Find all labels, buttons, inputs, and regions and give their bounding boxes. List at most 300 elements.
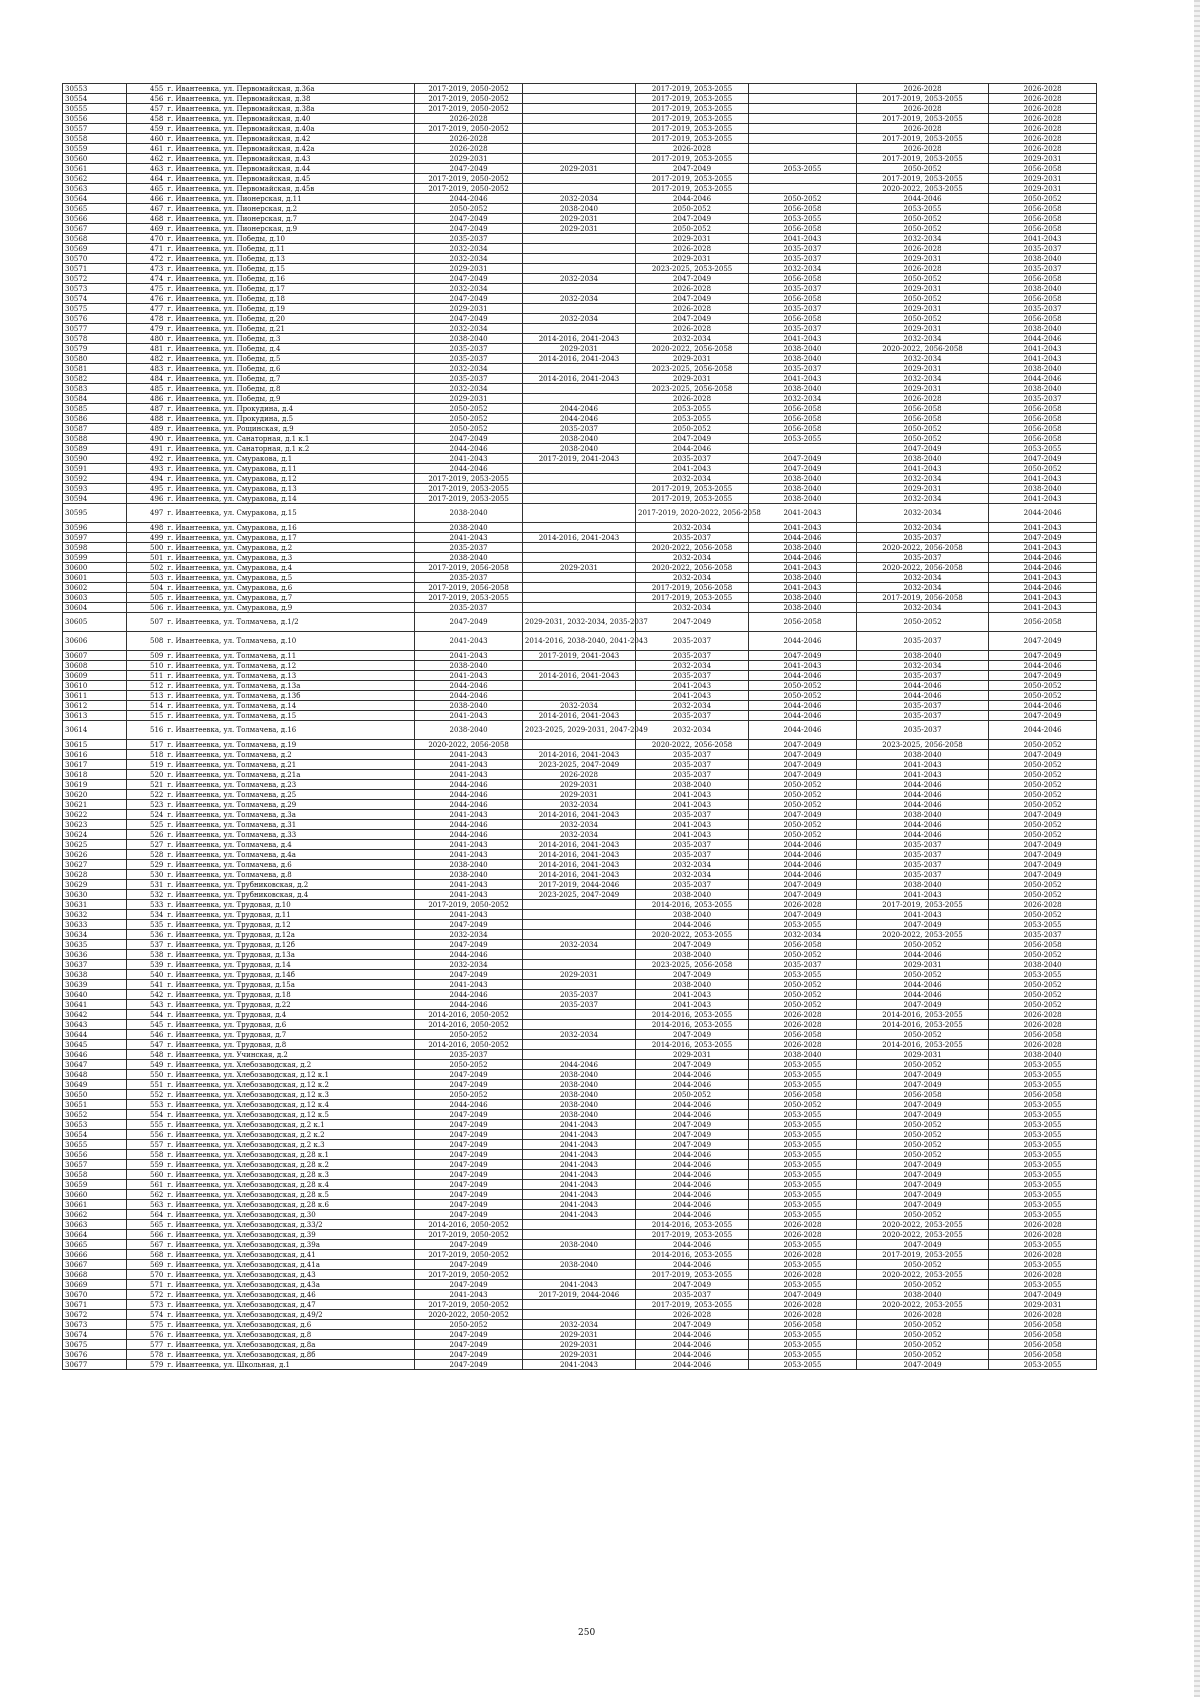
- table-cell: 2020-2022, 2056-2058: [415, 740, 523, 750]
- table-cell: 2038-2040: [522, 1100, 635, 1110]
- table-cell: г. Ивантеевка, ул. Толмачева, д.31: [165, 820, 414, 830]
- table-cell: 2050-2052: [749, 820, 857, 830]
- table-row: [63, 1100, 1097, 1110]
- table-cell: 2044-2046: [636, 1340, 749, 1350]
- table-cell: 2044-2046: [636, 1330, 749, 1340]
- table-cell: г. Ивантеевка, ул. Хлебозаводская, д.49/2: [165, 1310, 414, 1320]
- table-cell: г. Ивантеевка, ул. Пионерская, д.2: [165, 204, 414, 214]
- table-cell: 2041-2043: [989, 234, 1097, 244]
- table-row: [63, 404, 1097, 414]
- table-cell: 2017-2019, 2020-2022, 2056-2058: [636, 504, 749, 523]
- table-cell: 2026-2028: [856, 124, 988, 134]
- table-cell: 2032-2034: [522, 1030, 635, 1040]
- table-cell: 2026-2028: [415, 144, 523, 154]
- table-cell: 2047-2049: [749, 770, 857, 780]
- table-cell: 2041-2043: [856, 910, 988, 920]
- table-cell: 2041-2043: [415, 651, 523, 661]
- table-cell: 2041-2043: [749, 504, 857, 523]
- table-cell: г. Ивантеевка, ул. Толмачева, д.2: [165, 750, 414, 760]
- table-cell: 30655: [63, 1140, 127, 1150]
- table-cell: 2041-2043: [989, 593, 1097, 603]
- table-cell: 2032-2034: [415, 384, 523, 394]
- table-cell: 2041-2043: [415, 890, 523, 900]
- table-row: [63, 573, 1097, 583]
- table-row: [63, 1110, 1097, 1120]
- table-cell: г. Ивантеевка, ул. Толмачева, д.14: [165, 701, 414, 711]
- table-cell: г. Ивантеевка, ул. Смураковa, д.4: [165, 563, 414, 573]
- table-cell: 2053-2055: [989, 1080, 1097, 1090]
- table-cell: [749, 124, 857, 134]
- table-cell: 549: [126, 1060, 165, 1070]
- table-cell: 30607: [63, 651, 127, 661]
- table-cell: 2038-2040: [989, 254, 1097, 264]
- table-cell: 2014-2016, 2041-2043: [522, 840, 635, 850]
- table-cell: 2041-2043: [989, 543, 1097, 553]
- table-cell: 30616: [63, 750, 127, 760]
- table-cell: 2056-2058: [989, 1350, 1097, 1360]
- table-cell: 2041-2043: [415, 880, 523, 890]
- table-cell: г. Ивантеевка, ул. Хлебозаводская, д.8а: [165, 1340, 414, 1350]
- table-cell: [522, 124, 635, 134]
- table-cell: г. Ивантеевка, ул. Победы, д.18: [165, 294, 414, 304]
- table-cell: 2053-2055: [989, 1240, 1097, 1250]
- table-cell: 2035-2037: [749, 324, 857, 334]
- table-cell: 2044-2046: [415, 800, 523, 810]
- table-cell: 30659: [63, 1180, 127, 1190]
- table-cell: 2050-2052: [989, 910, 1097, 920]
- table-cell: 2041-2043: [415, 850, 523, 860]
- table-cell: 2032-2034: [856, 354, 988, 364]
- table-cell: 2044-2046: [522, 404, 635, 414]
- table-cell: 2041-2043: [749, 563, 857, 573]
- table-cell: 563: [126, 1200, 165, 1210]
- table-cell: 475: [126, 284, 165, 294]
- table-row: [63, 394, 1097, 404]
- table-cell: 2017-2019, 2053-2055: [415, 593, 523, 603]
- table-cell: [522, 553, 635, 563]
- table-cell: 2035-2037: [522, 1000, 635, 1010]
- table-cell: 2056-2058: [749, 314, 857, 324]
- table-cell: г. Ивантеевка, ул. Трудовая, д.15а: [165, 980, 414, 990]
- table-cell: 2023-2025, 2056-2058: [636, 384, 749, 394]
- table-cell: 30641: [63, 1000, 127, 1010]
- table-cell: 2044-2046: [856, 681, 988, 691]
- table-cell: 2026-2028: [989, 1250, 1097, 1260]
- table-cell: 2035-2037: [856, 533, 988, 543]
- table-cell: 2050-2052: [856, 1030, 988, 1040]
- table-row: [63, 960, 1097, 970]
- table-cell: 2035-2037: [636, 840, 749, 850]
- table-cell: г. Ивантеевка, ул. Победы, д.11: [165, 244, 414, 254]
- table-cell: 2047-2049: [415, 1110, 523, 1120]
- table-cell: 2035-2037: [636, 810, 749, 820]
- table-cell: 520: [126, 770, 165, 780]
- table-cell: 2035-2037: [522, 424, 635, 434]
- table-cell: 462: [126, 154, 165, 164]
- table-cell: 30575: [63, 304, 127, 314]
- table-row: [63, 632, 1097, 651]
- table-cell: 2050-2052: [856, 224, 988, 234]
- table-cell: 532: [126, 890, 165, 900]
- table-cell: 2050-2052: [415, 1320, 523, 1330]
- table-cell: 565: [126, 1220, 165, 1230]
- table-cell: 30554: [63, 94, 127, 104]
- table-cell: 2053-2055: [989, 920, 1097, 930]
- table-cell: 2023-2025, 2029-2031, 2047-2049: [522, 721, 635, 740]
- table-cell: 2035-2037: [856, 850, 988, 860]
- table-cell: 2032-2034: [856, 573, 988, 583]
- table-cell: 2032-2034: [522, 820, 635, 830]
- table-row: [63, 164, 1097, 174]
- table-cell: 2053-2055: [749, 1340, 857, 1350]
- table-cell: 461: [126, 144, 165, 154]
- table-cell: 2014-2016, 2050-2052: [415, 1020, 523, 1030]
- table-cell: 30642: [63, 1010, 127, 1020]
- table-cell: г. Ивантеевка, ул. Толмачева, д.6: [165, 860, 414, 870]
- table-cell: 538: [126, 950, 165, 960]
- table-cell: 2044-2046: [415, 194, 523, 204]
- table-cell: 30645: [63, 1040, 127, 1050]
- table-cell: 2017-2019, 2053-2055: [636, 174, 749, 184]
- table-cell: 2035-2037: [636, 760, 749, 770]
- table-cell: 2038-2040: [856, 750, 988, 760]
- table-cell: 553: [126, 1100, 165, 1110]
- table-cell: 2053-2055: [749, 1260, 857, 1270]
- table-cell: 2050-2052: [856, 1260, 988, 1270]
- table-cell: 498: [126, 523, 165, 533]
- table-row: [63, 980, 1097, 990]
- table-cell: 2026-2028: [749, 1300, 857, 1310]
- table-cell: 2041-2043: [415, 910, 523, 920]
- table-cell: 2056-2058: [989, 274, 1097, 284]
- table-cell: 455: [126, 84, 165, 94]
- table-cell: 2047-2049: [856, 1170, 988, 1180]
- table-cell: [522, 364, 635, 374]
- table-cell: г. Ивантеевка, ул. Смураковa, д.12: [165, 474, 414, 484]
- table-cell: 30661: [63, 1200, 127, 1210]
- table-cell: 2044-2046: [856, 820, 988, 830]
- table-cell: 2038-2040: [415, 553, 523, 563]
- table-cell: 2017-2019, 2053-2055: [636, 114, 749, 124]
- table-cell: 2032-2034: [415, 284, 523, 294]
- table-cell: г. Ивантеевка, ул. Толмачева, д.13а: [165, 681, 414, 691]
- table-cell: 2053-2055: [989, 1200, 1097, 1210]
- table-cell: 2056-2058: [989, 314, 1097, 324]
- table-cell: 506: [126, 603, 165, 613]
- table-cell: 2035-2037: [636, 533, 749, 543]
- table-cell: 2026-2028: [856, 244, 988, 254]
- table-cell: 2041-2043: [522, 1150, 635, 1160]
- table-cell: 30556: [63, 114, 127, 124]
- table-cell: 2038-2040: [415, 860, 523, 870]
- table-cell: 2026-2028: [989, 1230, 1097, 1240]
- table-row: [63, 244, 1097, 254]
- table-cell: 30632: [63, 910, 127, 920]
- table-cell: г. Ивантеевка, ул. Толмачева, д.11: [165, 651, 414, 661]
- table-cell: 471: [126, 244, 165, 254]
- table-cell: 30581: [63, 364, 127, 374]
- table-cell: 30580: [63, 354, 127, 364]
- table-cell: 30555: [63, 104, 127, 114]
- table-cell: 30656: [63, 1150, 127, 1160]
- table-cell: 2035-2037: [989, 244, 1097, 254]
- table-cell: 30613: [63, 711, 127, 721]
- table-cell: 2017-2019, 2053-2055: [636, 1270, 749, 1280]
- table-cell: 2017-2019, 2041-2043: [522, 454, 635, 464]
- table-cell: 2014-2016, 2041-2043: [522, 711, 635, 721]
- table-cell: 2035-2037: [636, 651, 749, 661]
- table-cell: 2050-2052: [749, 990, 857, 1000]
- table-row: [63, 1120, 1097, 1130]
- table-cell: 499: [126, 533, 165, 543]
- table-cell: 30666: [63, 1250, 127, 1260]
- table-cell: 2035-2037: [989, 394, 1097, 404]
- table-cell: 2044-2046: [415, 681, 523, 691]
- table-cell: 2035-2037: [522, 990, 635, 1000]
- table-cell: 2044-2046: [522, 414, 635, 424]
- table-row: [63, 494, 1097, 504]
- table-cell: 2053-2055: [856, 204, 988, 214]
- table-cell: [522, 1040, 635, 1050]
- table-cell: 2020-2022, 2056-2058: [636, 740, 749, 750]
- schedule-table: [62, 83, 1097, 1370]
- table-cell: г. Ивантеевка, ул. Толмачева, д.4: [165, 840, 414, 850]
- table-cell: 30578: [63, 334, 127, 344]
- table-cell: 2038-2040: [415, 701, 523, 711]
- table-cell: 2035-2037: [856, 840, 988, 850]
- table-cell: 2044-2046: [989, 553, 1097, 563]
- table-cell: 2029-2031: [636, 234, 749, 244]
- table-cell: 2032-2034: [415, 244, 523, 254]
- table-row: [63, 1310, 1097, 1320]
- table-cell: 2014-2016, 2050-2052: [415, 1040, 523, 1050]
- table-cell: 2014-2016, 2050-2052: [415, 1220, 523, 1230]
- table-cell: 2050-2052: [989, 880, 1097, 890]
- table-cell: г. Ивантеевка, ул. Победы, д.16: [165, 274, 414, 284]
- table-cell: 2047-2049: [989, 870, 1097, 880]
- table-cell: г. Ивантеевка, ул. Смураковa, д.16: [165, 523, 414, 533]
- table-cell: 2041-2043: [522, 1140, 635, 1150]
- table-cell: 543: [126, 1000, 165, 1010]
- table-cell: 2044-2046: [636, 1170, 749, 1180]
- table-cell: 2056-2058: [989, 164, 1097, 174]
- table-cell: 30563: [63, 184, 127, 194]
- table-cell: 2056-2058: [989, 214, 1097, 224]
- table-cell: 2047-2049: [856, 1100, 988, 1110]
- table-cell: 2014-2016, 2053-2055: [636, 1010, 749, 1020]
- table-cell: 2047-2049: [636, 970, 749, 980]
- table-cell: 508: [126, 632, 165, 651]
- table-cell: г. Ивантеевка, ул. Смураковa, д.17: [165, 533, 414, 543]
- table-cell: 2050-2052: [856, 1340, 988, 1350]
- table-cell: г. Ивантеевка, ул. Толмачева, д.25: [165, 790, 414, 800]
- table-cell: 30654: [63, 1130, 127, 1140]
- table-cell: г. Ивантеевка, ул. Победы, д.17: [165, 284, 414, 294]
- table-cell: [749, 154, 857, 164]
- table-cell: 2050-2052: [749, 980, 857, 990]
- table-cell: 2044-2046: [749, 533, 857, 543]
- table-cell: 562: [126, 1190, 165, 1200]
- table-cell: 30588: [63, 434, 127, 444]
- table-cell: 30610: [63, 681, 127, 691]
- table-cell: г. Ивантеевка, ул. Первомайская, д.36а: [165, 84, 414, 94]
- table-cell: 2017-2019, 2050-2052: [415, 1300, 523, 1310]
- table-cell: 2017-2019, 2056-2058: [636, 583, 749, 593]
- table-cell: 2026-2028: [749, 1250, 857, 1260]
- table-cell: г. Ивантеевка, ул. Хлебозаводская, д.43: [165, 1270, 414, 1280]
- table-cell: 2053-2055: [749, 1190, 857, 1200]
- table-cell: 540: [126, 970, 165, 980]
- table-cell: г. Ивантеевка, ул. Первомайская, д.45: [165, 174, 414, 184]
- table-cell: 2029-2031: [522, 224, 635, 234]
- table-cell: 2047-2049: [415, 1130, 523, 1140]
- table-cell: г. Ивантеевка, ул. Учинская, д.2: [165, 1050, 414, 1060]
- table-row: [63, 1090, 1097, 1100]
- table-row: [63, 1330, 1097, 1340]
- table-cell: 2029-2031: [522, 164, 635, 174]
- table-cell: г. Ивантеевка, ул. Хлебозаводская, д.28 к.3: [165, 1170, 414, 1180]
- table-cell: [522, 900, 635, 910]
- table-cell: 30599: [63, 553, 127, 563]
- table-cell: 2032-2034: [856, 603, 988, 613]
- table-cell: 2056-2058: [749, 204, 857, 214]
- table-cell: 2029-2031: [856, 960, 988, 970]
- table-cell: 2047-2049: [415, 1200, 523, 1210]
- table-cell: 30576: [63, 314, 127, 324]
- table-cell: 2035-2037: [636, 850, 749, 860]
- table-cell: 2029-2031: [522, 1350, 635, 1360]
- table-cell: 30639: [63, 980, 127, 990]
- table-cell: 544: [126, 1010, 165, 1020]
- table-cell: 2038-2040: [415, 504, 523, 523]
- table-cell: 2032-2034: [749, 930, 857, 940]
- table-row: [63, 593, 1097, 603]
- table-cell: г. Ивантеевка, ул. Хлебозаводская, д.6: [165, 1320, 414, 1330]
- table-cell: 30606: [63, 632, 127, 651]
- table-row: [63, 1080, 1097, 1090]
- table-cell: 469: [126, 224, 165, 234]
- table-cell: г. Ивантеевка, ул. Смураковa, д.14: [165, 494, 414, 504]
- table-row: [63, 364, 1097, 374]
- table-cell: г. Ивантеевка, ул. Трудовая, д.12а: [165, 930, 414, 940]
- table-row: [63, 770, 1097, 780]
- table-cell: 2029-2031: [856, 324, 988, 334]
- table-cell: 2050-2052: [749, 1100, 857, 1110]
- table-cell: [749, 134, 857, 144]
- table-cell: 2017-2019, 2050-2052: [415, 124, 523, 134]
- table-cell: 2044-2046: [749, 701, 857, 711]
- table-cell: 2047-2049: [415, 1360, 523, 1370]
- table-cell: 30669: [63, 1280, 127, 1290]
- table-cell: [522, 543, 635, 553]
- table-cell: 2041-2043: [415, 671, 523, 681]
- table-cell: 2041-2043: [856, 770, 988, 780]
- table-cell: 2029-2031: [522, 780, 635, 790]
- table-cell: 2035-2037: [415, 573, 523, 583]
- table-row: [63, 691, 1097, 701]
- table-row: [63, 1170, 1097, 1180]
- table-cell: г. Ивантеевка, ул. Смураковa, д.5: [165, 573, 414, 583]
- table-cell: [522, 384, 635, 394]
- table-row: [63, 1200, 1097, 1210]
- table-cell: 482: [126, 354, 165, 364]
- table-cell: 480: [126, 334, 165, 344]
- table-cell: 572: [126, 1290, 165, 1300]
- table-cell: 2050-2052: [856, 1120, 988, 1130]
- table-cell: г. Ивантеевка, ул. Толмачева, д.10: [165, 632, 414, 651]
- table-cell: 2032-2034: [636, 701, 749, 711]
- table-cell: 2053-2055: [749, 1060, 857, 1070]
- table-cell: г. Ивантеевка, ул. Толмачева, д.8: [165, 870, 414, 880]
- table-cell: 2017-2019, 2050-2052: [415, 1230, 523, 1240]
- table-cell: 466: [126, 194, 165, 204]
- table-row: [63, 1250, 1097, 1260]
- table-cell: 2038-2040: [989, 284, 1097, 294]
- table-row: [63, 1160, 1097, 1170]
- table-cell: г. Ивантеевка, ул. Первомайская, д.44: [165, 164, 414, 174]
- table-cell: 566: [126, 1230, 165, 1240]
- table-cell: 30583: [63, 384, 127, 394]
- table-row: [63, 523, 1097, 533]
- table-cell: 2047-2049: [856, 920, 988, 930]
- table-cell: 2035-2037: [415, 374, 523, 384]
- table-cell: 30618: [63, 770, 127, 780]
- table-cell: 2053-2055: [749, 970, 857, 980]
- table-cell: 2035-2037: [856, 671, 988, 681]
- table-cell: 2023-2025, 2056-2058: [636, 364, 749, 374]
- table-cell: 2053-2055: [749, 1130, 857, 1140]
- table-cell: 30615: [63, 740, 127, 750]
- table-cell: 2041-2043: [415, 810, 523, 820]
- table-cell: 2026-2028: [856, 84, 988, 94]
- table-cell: [522, 1270, 635, 1280]
- table-cell: 523: [126, 800, 165, 810]
- table-row: [63, 154, 1097, 164]
- table-cell: 30657: [63, 1160, 127, 1170]
- table-cell: 550: [126, 1070, 165, 1080]
- table-cell: 486: [126, 394, 165, 404]
- table-cell: 2047-2049: [636, 1320, 749, 1330]
- table-cell: 30650: [63, 1090, 127, 1100]
- table-cell: 2044-2046: [856, 980, 988, 990]
- table-cell: 2035-2037: [636, 454, 749, 464]
- table-cell: 2014-2016, 2038-2040, 2041-2043: [522, 632, 635, 651]
- table-cell: 2047-2049: [636, 214, 749, 224]
- table-row: [63, 1240, 1097, 1250]
- table-cell: 2053-2055: [749, 1170, 857, 1180]
- table-cell: 2035-2037: [749, 284, 857, 294]
- table-cell: 2029-2031: [856, 384, 988, 394]
- table-cell: 2026-2028: [636, 1310, 749, 1320]
- table-cell: 2050-2052: [856, 294, 988, 304]
- table-row: [63, 880, 1097, 890]
- table-cell: 467: [126, 204, 165, 214]
- table-cell: 30664: [63, 1230, 127, 1240]
- table-cell: 2029-2031: [522, 970, 635, 980]
- table-cell: [522, 324, 635, 334]
- table-cell: 2041-2043: [636, 990, 749, 1000]
- table-cell: 2041-2043: [415, 770, 523, 780]
- table-cell: 2026-2028: [989, 1270, 1097, 1280]
- table-cell: 2044-2046: [989, 334, 1097, 344]
- table-cell: 2041-2043: [636, 691, 749, 701]
- table-cell: 30565: [63, 204, 127, 214]
- table-cell: 2026-2028: [522, 770, 635, 780]
- table-cell: 2047-2049: [415, 1170, 523, 1180]
- table-cell: 2047-2049: [415, 274, 523, 284]
- table-cell: 30676: [63, 1350, 127, 1360]
- table-cell: 30634: [63, 930, 127, 940]
